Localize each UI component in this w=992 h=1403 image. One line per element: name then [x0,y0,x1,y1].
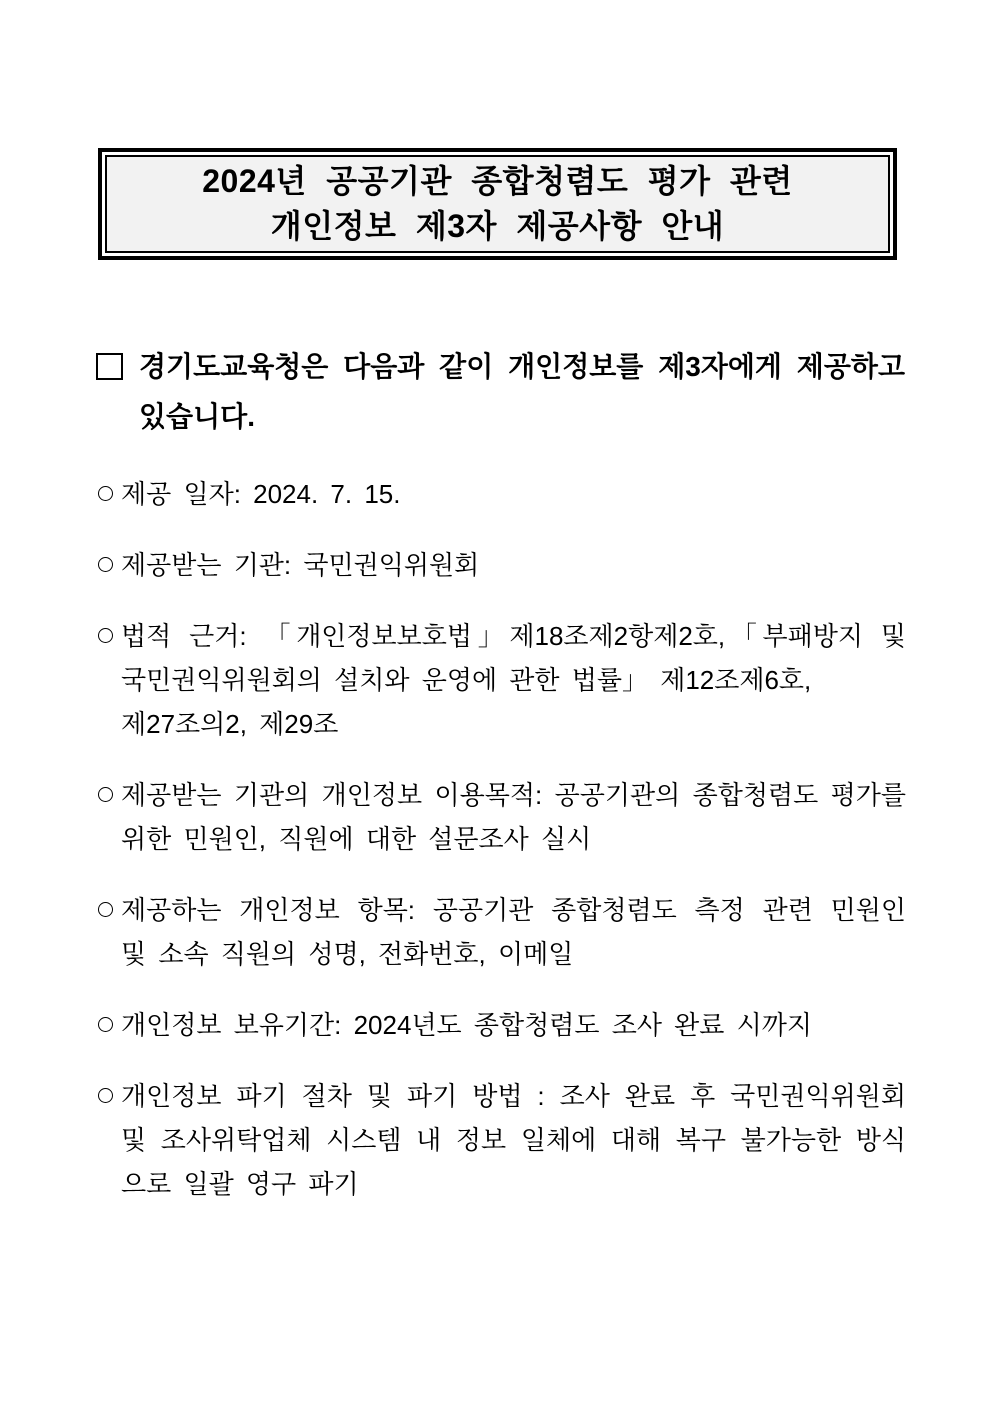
circle-bullet-icon [98,557,113,572]
item-text [121,472,906,516]
circle-bullet-icon [98,486,113,501]
item-text-line: 법적 근거: 「개인정보보호법」제18조제2항제2호,「부패방지 및 [121,621,906,651]
circle-bullet-icon [98,1088,113,1103]
item-text-line: 개인정보 보유기간: 2024년도 종합청렴도 조사 완료 시까지 [121,1010,812,1040]
square-bullet-icon [96,353,123,380]
item-text-line: 위한 민원인, 직원에 대한 설문조사 실시 [121,824,592,854]
item-provision-date [96,472,906,516]
intro-paragraph [96,342,906,442]
item-text-line: 제27조의2, 제29조 [121,709,339,739]
item-text-line: 제공받는 기관: 국민권익위원회 [121,550,480,580]
document-title-box-inner [105,155,890,253]
document-title-box [98,148,897,260]
item-text-line: 개인정보 파기 절차 및 파기 방법 : 조사 완료 후 국민권익위원회 [121,1081,906,1111]
item-text-line: 제공 일자: 2024. 7. 15. [121,479,401,509]
circle-bullet-icon [98,628,113,643]
item-retention-period [96,1003,906,1047]
item-legal-basis [96,614,906,746]
item-text-line: 제공받는 기관의 개인정보 이용목적: 공공기관의 종합청렴도 평가를 [121,780,906,810]
item-usage-purpose [96,773,906,861]
circle-bullet-icon [98,787,113,802]
item-text [121,1003,906,1047]
item-receiving-organization [96,543,906,587]
intro-text [139,342,905,442]
intro-text-line: 있습니다. [139,401,255,432]
circle-bullet-icon [98,902,113,917]
item-text-line: 국민권익위원회의 설치와 운영에 관한 법률」 제12조제6호, [121,665,812,695]
item-text [121,1074,906,1206]
document-body [96,342,906,1233]
intro-text-line: 경기도교육청은 다음과 같이 개인정보를 제3자에게 제공하고 [139,351,905,382]
document-title-line-1: 2024년 공공기관 종합청렴도 평가 관련 [202,163,793,199]
item-text [121,888,906,976]
item-destruction-method [96,1074,906,1206]
circle-bullet-icon [98,1017,113,1032]
item-text [121,543,906,587]
item-personal-info-items [96,888,906,976]
item-text-line: 및 조사위탁업체 시스템 내 정보 일체에 대해 복구 불가능한 방식 [121,1125,906,1155]
item-text [121,773,906,861]
item-text-line: 으로 일괄 영구 파기 [121,1169,359,1199]
item-text-line: 제공하는 개인정보 항목: 공공기관 종합청렴도 측정 관련 민원인 [121,895,906,925]
item-text [121,614,906,746]
item-text-line: 및 소속 직원의 성명, 전화번호, 이메일 [121,939,574,969]
document-title-line-2: 개인정보 제3자 제공사항 안내 [270,208,725,244]
